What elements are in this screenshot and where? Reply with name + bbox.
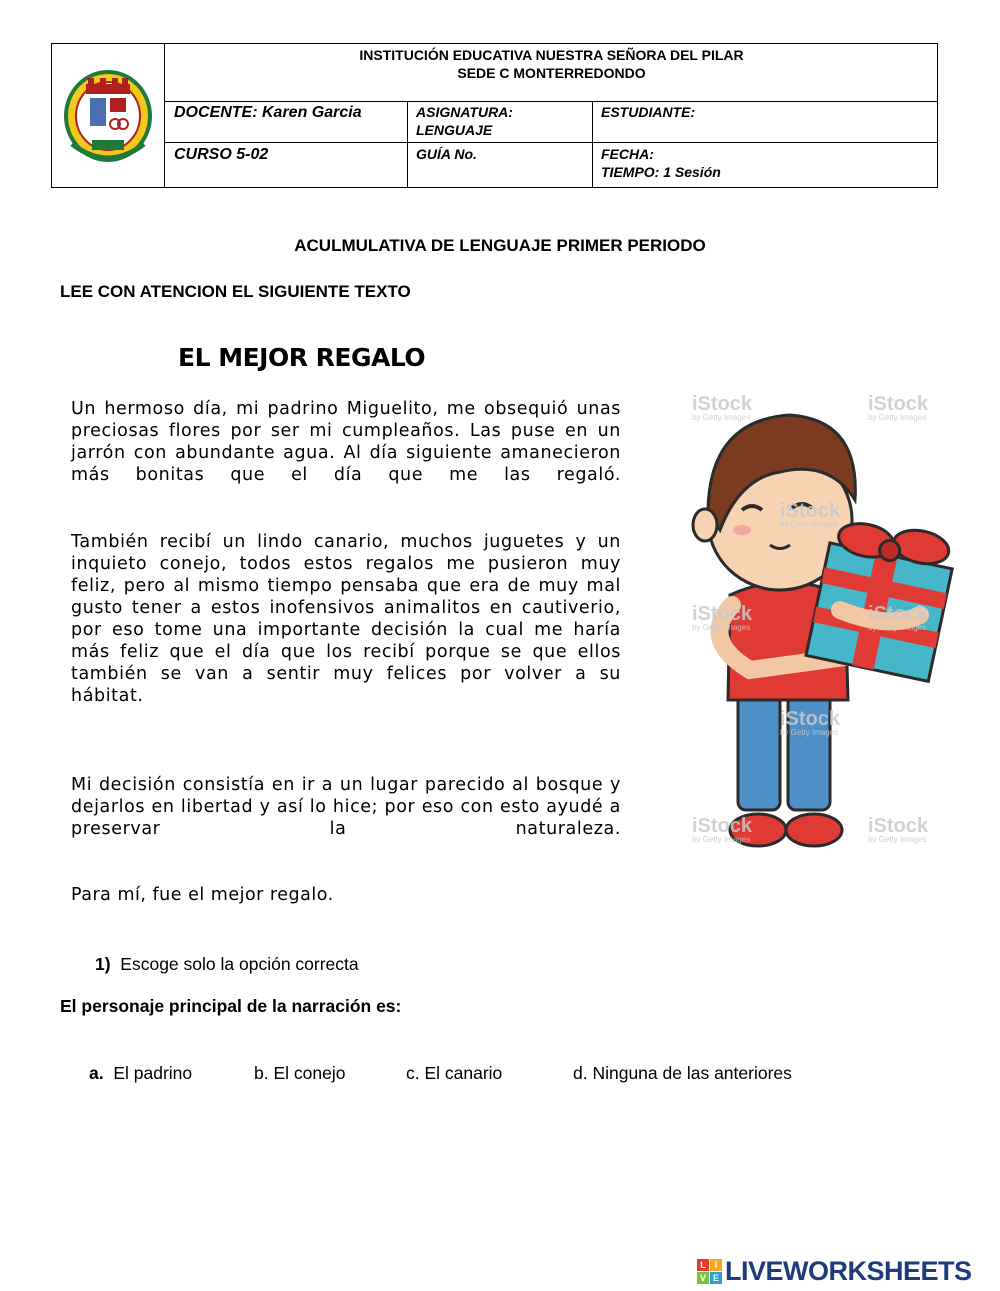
watermark-5: iStock by Getty Images — [868, 603, 929, 632]
watermark-7: iStock by Getty Images — [692, 815, 753, 844]
liveworksheets-badge-icon: L I V E — [697, 1259, 722, 1284]
curso-label: CURSO 5-02 — [174, 146, 269, 163]
question-instruction: Escoge solo la opción correcta — [120, 954, 359, 974]
asignatura-label: ASIGNATURA: LENGUAJE — [416, 104, 513, 138]
story-paragraph-4: Para mí, fue el mejor regalo. — [71, 885, 334, 905]
fecha-tiempo: FECHA: TIEMPO: 1 Sesión — [601, 146, 721, 180]
watermark-2: iStock by Getty Images — [868, 393, 929, 422]
question-1 — [95, 954, 359, 975]
story-paragraph-1: Un hermoso día, mi padrino Miguelito, me obsequió unas preciosas flores por ser mi cumpleaños. Las puse en un jarrón con abundante agua. Al día siguiente amanecieron más bonitas que el día que me las regaló. — [71, 399, 621, 485]
watermark-6: iStock by Getty Images — [780, 708, 841, 737]
guia-field: GUÍA No. — [416, 146, 477, 162]
question-number: 1) — [95, 954, 111, 974]
estudiante-field: ESTUDIANTE: — [601, 104, 696, 120]
institution-name: INSTITUCIÓN EDUCATIVA NUESTRA SEÑORA DEL PILAR SEDE C MONTERREDONDO — [359, 47, 744, 81]
story-title: EL MEJOR REGALO — [178, 343, 426, 372]
question-prompt: El personaje principal de la narración es: — [60, 996, 402, 1016]
story-paragraph-3: Mi decisión consistía en ir a un lugar parecido al bosque y dejarlos en libertad y así lo hice; por eso con esto ayudé a preservar la naturaleza. — [71, 775, 621, 839]
liveworksheets-logo — [697, 1256, 972, 1287]
watermark-4: iStock by Getty Images — [692, 603, 753, 632]
logo-cell — [52, 44, 165, 187]
watermark-1: iStock by Getty Images — [692, 393, 753, 422]
docente-label: DOCENTE: Karen Garcia — [174, 104, 362, 121]
liveworksheets-wordmark: LIVEWORKSHEETS — [725, 1256, 972, 1286]
option-b[interactable]: b. El conejo — [254, 1063, 346, 1083]
reading-instruction: LEE CON ATENCION EL SIGUIENTE TEXTO — [60, 282, 411, 301]
header-table — [51, 43, 938, 188]
story-paragraph-2: También recibí un lindo canario, muchos juguetes y un inquieto conejo, todos estos regalos me pusieron muy feliz, pero al mismo tiempo pensaba que era de muy mal gusto tener a estos inofensivos animalitos en cautiverio, por eso tome una importante decisión la cual me haría más feliz que el día que los recibí porque se que ellos también se van a sentir muy felices por volver a su hábitat. — [71, 532, 621, 706]
option-a[interactable]: a. El padrino — [89, 1063, 193, 1083]
exam-title: ACULMULATIVA DE LENGUAJE PRIMER PERIODO — [294, 236, 706, 255]
watermark-8: iStock by Getty Images — [868, 815, 929, 844]
school-crest-icon — [52, 44, 164, 187]
option-d[interactable]: d. Ninguna de las anteriores — [573, 1063, 792, 1083]
option-c[interactable]: c. El canario — [406, 1063, 503, 1083]
watermark-3: iStock by Getty Images — [780, 500, 841, 529]
